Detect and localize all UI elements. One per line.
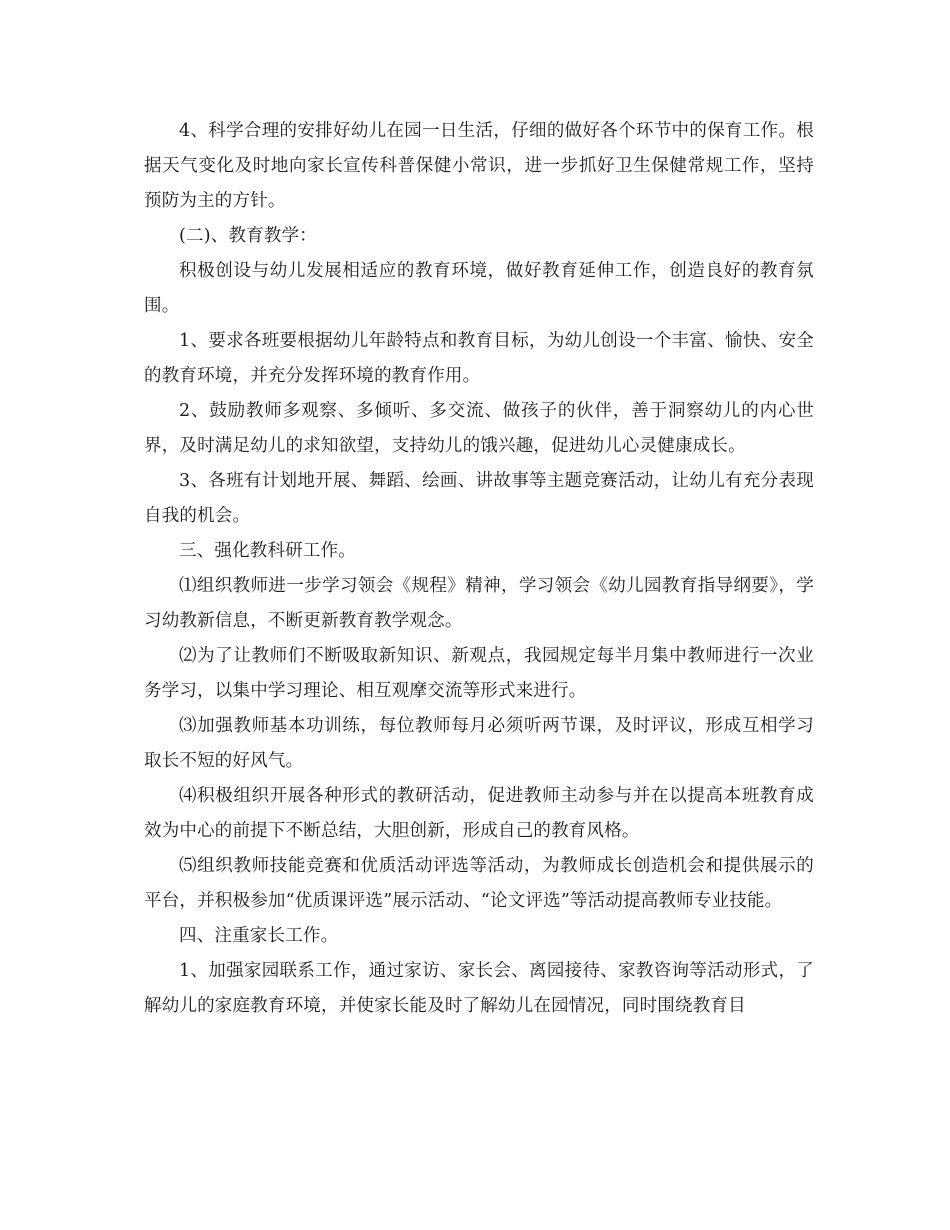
paragraph-parents-1: 1、加强家园联系工作，通过家访、家长会、离园接待、家教咨询等活动形式，了解幼儿的家庭教育环境，并使家长能及时了解幼儿在园情况，同时围绕教育目: [144, 961, 814, 1016]
section-heading-parents: 四、注重家长工作。: [179, 926, 339, 946]
paragraph-item-3: 3、各班有计划地开展、舞蹈、绘画、讲故事等主题竞赛活动，让幼儿有充分表现自我的机会。: [144, 471, 814, 526]
paragraph-item-2: 2、鼓励教师多观察、多倾听、多交流、做孩子的伙伴，善于洞察幼儿的内心世界，及时满足幼儿的求知欲望，支持幼儿的饿兴趣，促进幼儿心灵健康成长。: [144, 401, 814, 456]
paragraph-health-care: 4、科学合理的安排好幼儿在园一日生活，仔细的做好各个环节中的保育工作。根据天气变化及时地向家长宣传科普保健小常识，进一步抓好卫生保健常规工作，坚持预防为主的方针。: [144, 121, 814, 211]
document-body: [144, 114, 814, 1024]
paragraph-education-environment: 积极创设与幼儿发展相适应的教育环境，做好教育延伸工作，创造良好的教育氛围。: [144, 261, 814, 316]
paragraph-research-3: ⑶加强教师基本功训练，每位教师每月必须听两节课，及时评议，形成互相学习取长不短的好风气。: [144, 716, 814, 771]
paragraph-research-1: ⑴组织教师进一步学习领会《规程》精神，学习领会《幼儿园教育指导纲要》，学习幼教新信息，不断更新教育教学观念。: [144, 576, 814, 631]
section-heading-education: (二)、教育教学：: [179, 226, 317, 246]
paragraph-item-1: 1、要求各班要根据幼儿年龄特点和教育目标，为幼儿创设一个丰富、愉快、安全的教育环境，并充分发挥环境的教育作用。: [144, 331, 814, 386]
section-heading-research: 三、强化教科研工作。: [179, 541, 356, 561]
paragraph-research-2: ⑵为了让教师们不断吸取新知识、新观点，我园规定每半月集中教师进行一次业务学习，以集中学习理论、相互观摩交流等形式来进行。: [144, 646, 814, 701]
paragraph-research-5: ⑸组织教师技能竞赛和优质活动评选等活动，为教师成长创造机会和提供展示的平台，并积极参加“优质课评选”展示活动、“论文评选”等活动提高教师专业技能。: [144, 856, 814, 911]
paragraph-research-4: ⑷积极组织开展各种形式的教研活动，促进教师主动参与并在以提高本班教育成效为中心的前提下不断总结，大胆创新，形成自己的教育风格。: [144, 786, 814, 841]
